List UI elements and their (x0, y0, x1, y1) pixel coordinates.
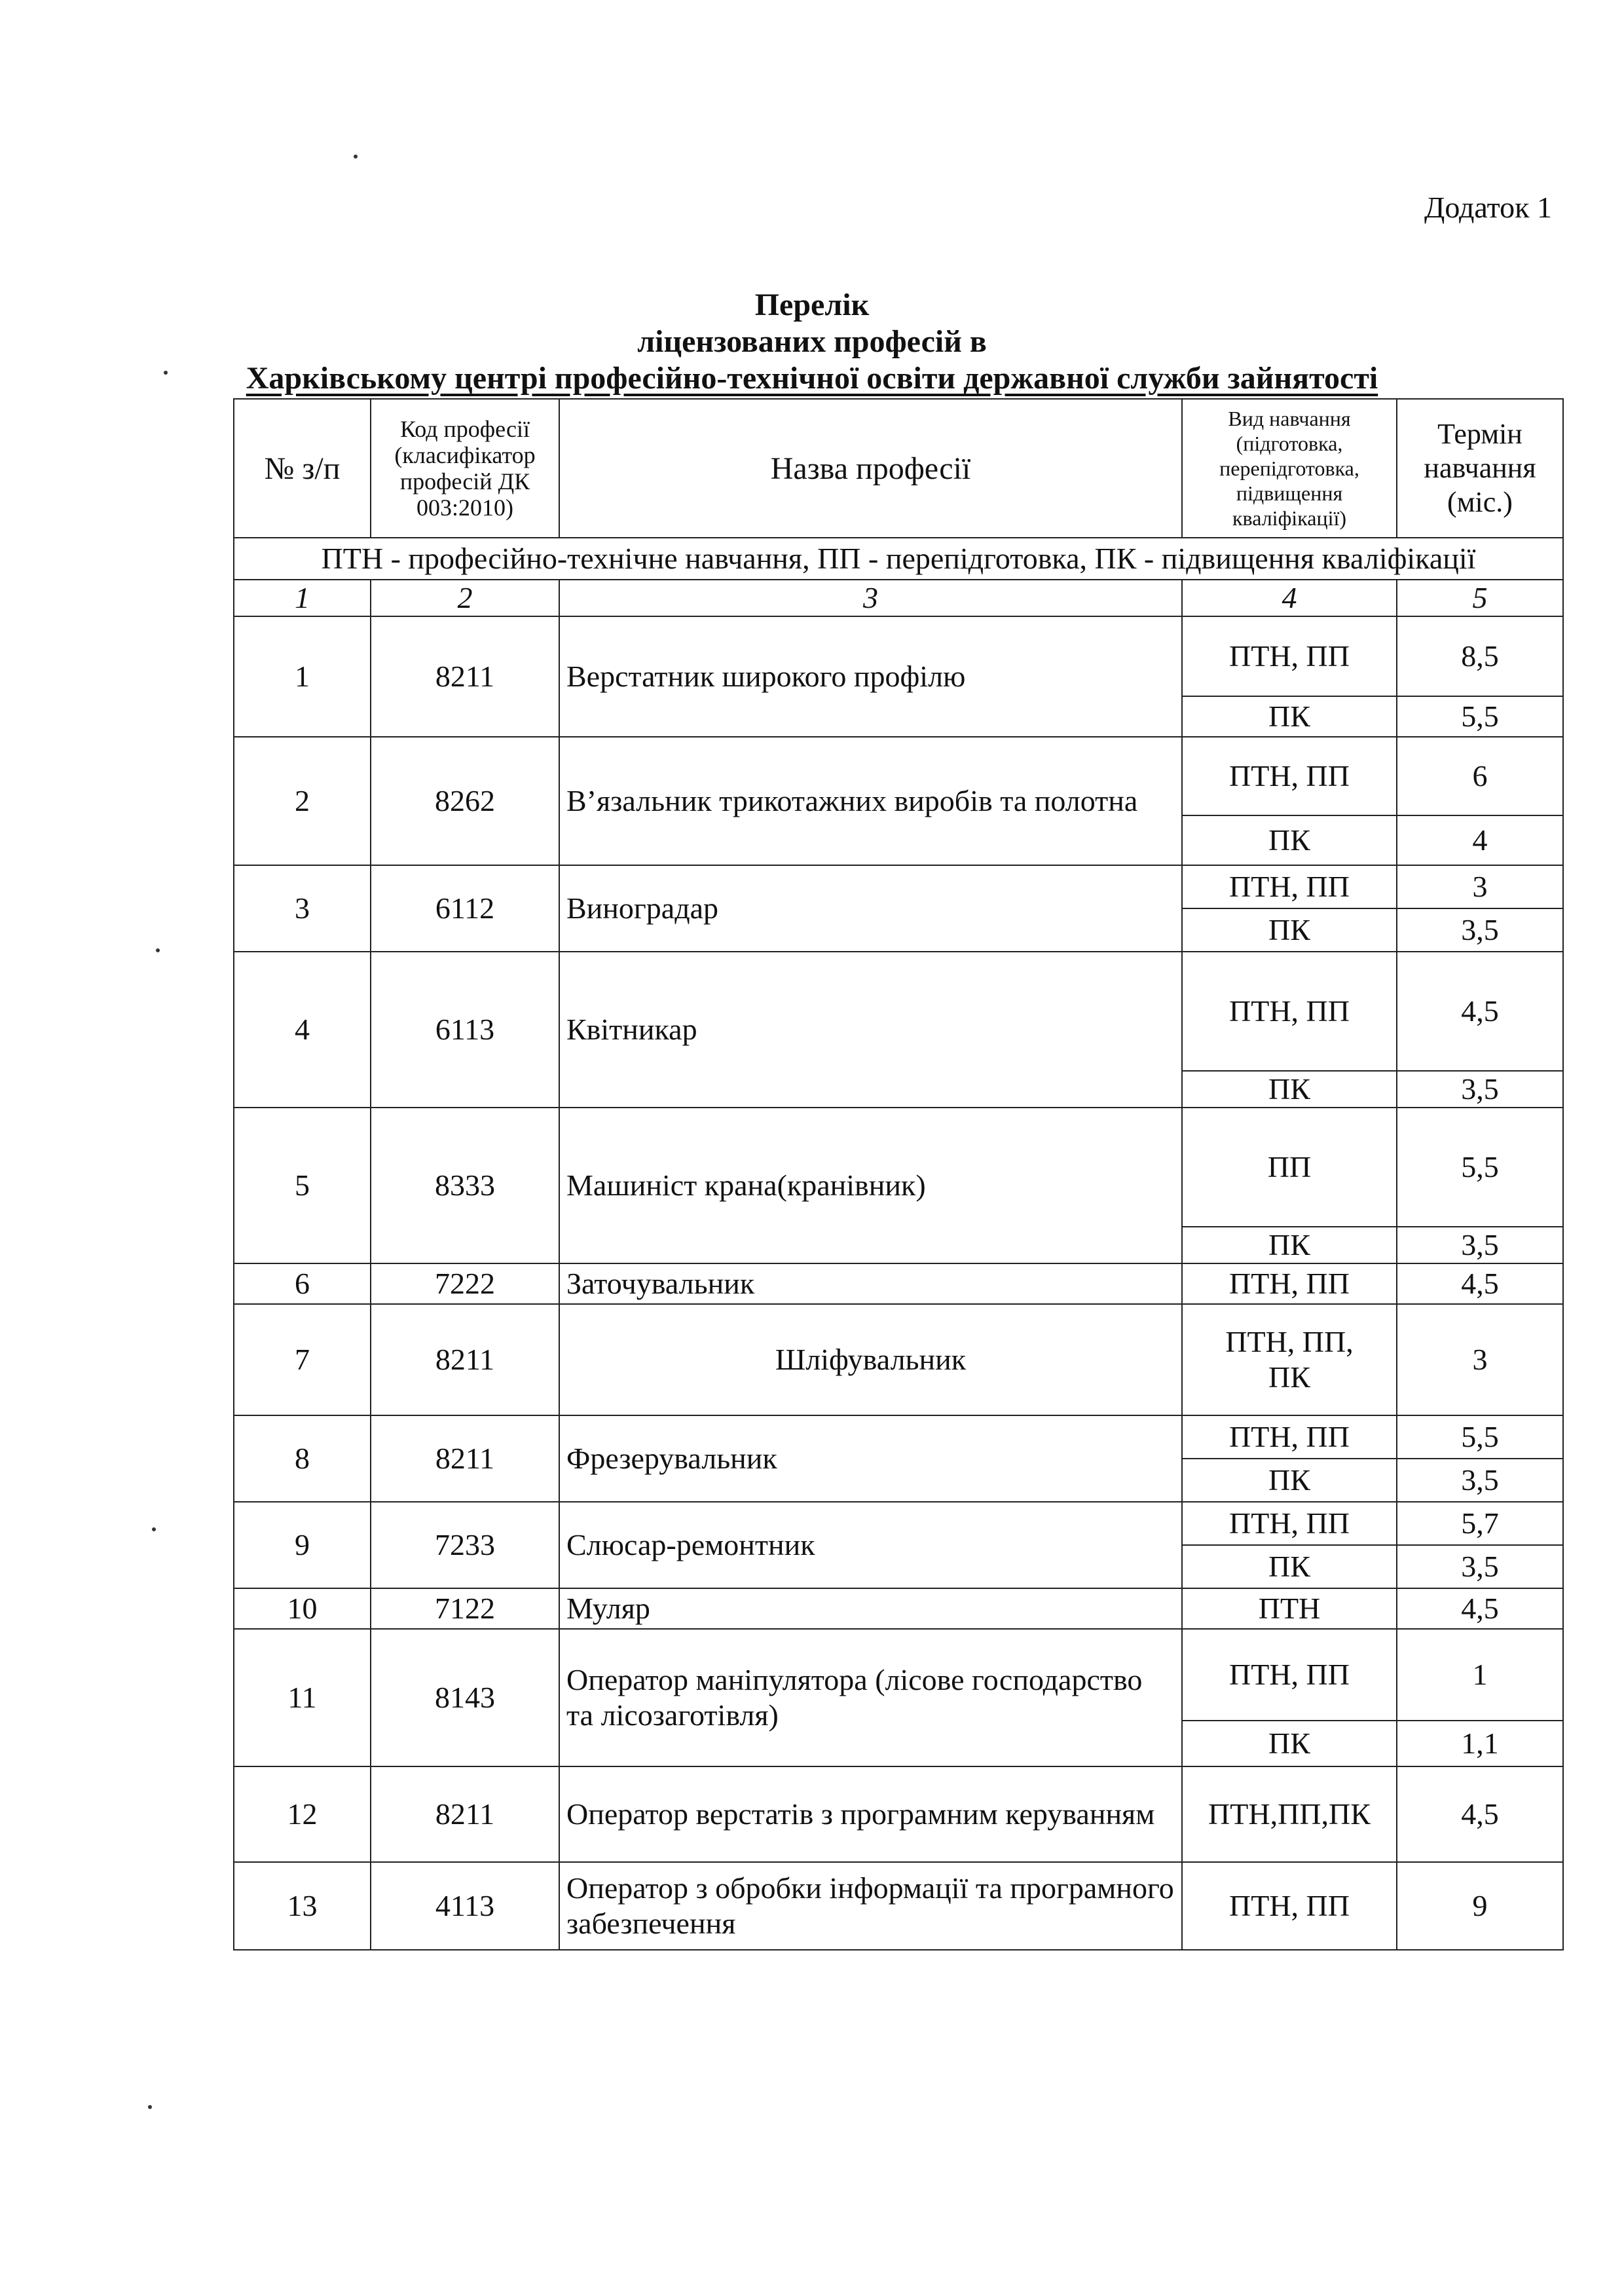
profession-code: 8211 (371, 1766, 559, 1862)
training-term: 5,7 (1397, 1502, 1563, 1545)
table-row (234, 1502, 1563, 1545)
profession-code: 8211 (371, 616, 559, 737)
training-term: 3,5 (1397, 1545, 1563, 1588)
table-row (234, 1766, 1563, 1862)
scan-speck (156, 948, 160, 952)
table-row (234, 616, 1563, 696)
table-row (234, 1862, 1563, 1950)
header-row (234, 399, 1563, 538)
training-term: 6 (1397, 737, 1563, 815)
training-type: ПТН (1182, 1588, 1397, 1629)
scan-speck (152, 1527, 156, 1531)
training-type: ПТН, ПП (1182, 1263, 1397, 1304)
profession-name: Муляр (559, 1588, 1182, 1629)
profession-code: 8143 (371, 1629, 559, 1766)
table-row (234, 1629, 1563, 1721)
training-type: ПК (1182, 1227, 1397, 1263)
training-type: ПТН, ПП (1182, 1629, 1397, 1721)
profession-name: Фрезерувальник (559, 1415, 1182, 1502)
column-index-row (234, 580, 1563, 616)
scan-speck (164, 371, 168, 375)
profession-code: 7233 (371, 1502, 559, 1588)
training-term: 5,5 (1397, 1415, 1563, 1459)
legend-row (234, 538, 1563, 580)
scan-speck (148, 2105, 152, 2109)
training-type: ПК (1182, 908, 1397, 952)
profession-number: 9 (234, 1502, 371, 1588)
table-row (234, 737, 1563, 815)
profession-code: 8211 (371, 1415, 559, 1502)
abbreviation-legend: ПТН - професійно-технічне навчання, ПП - перепідготовка, ПК - підвищення кваліфікації (234, 538, 1563, 580)
professions-table (233, 398, 1564, 1950)
training-term: 5,5 (1397, 1108, 1563, 1227)
profession-name: Оператор маніпулятора (лісове господарство та лісозаготівля) (559, 1629, 1182, 1766)
appendix-label: Додаток 1 (1424, 191, 1552, 224)
training-type: ПТН, ПП (1182, 865, 1397, 908)
training-type: ПТН, ПП (1182, 1502, 1397, 1545)
profession-number: 12 (234, 1766, 371, 1862)
training-term: 5,5 (1397, 696, 1563, 737)
col-index-2: 2 (371, 580, 559, 616)
profession-number: 2 (234, 737, 371, 865)
scan-speck (354, 155, 358, 159)
training-term: 1 (1397, 1629, 1563, 1721)
document-heading (0, 287, 1624, 397)
profession-name: Виноградар (559, 865, 1182, 952)
profession-number: 3 (234, 865, 371, 952)
table-row (234, 1263, 1563, 1304)
header-code: Код професії (класифікатор професій ДК 003:2010) (371, 399, 559, 538)
col-index-1: 1 (234, 580, 371, 616)
training-term: 4,5 (1397, 952, 1563, 1071)
training-term: 4 (1397, 815, 1563, 865)
profession-name: Слюсар-ремонтник (559, 1502, 1182, 1588)
profession-number: 5 (234, 1108, 371, 1263)
training-type: ПК (1182, 1071, 1397, 1108)
training-type: ПТН, ПП (1182, 1415, 1397, 1459)
col-index-3: 3 (559, 580, 1182, 616)
training-term: 3,5 (1397, 908, 1563, 952)
table-row (234, 1304, 1563, 1415)
training-type: ПК (1182, 696, 1397, 737)
training-type: ПК (1182, 1459, 1397, 1502)
profession-number: 7 (234, 1304, 371, 1415)
training-type: ПТН, ПП (1182, 1862, 1397, 1950)
profession-name: Верстатник широкого профілю (559, 616, 1182, 737)
profession-number: 13 (234, 1862, 371, 1950)
table-row (234, 1415, 1563, 1459)
training-type: ПК (1182, 1545, 1397, 1588)
training-type: ПТН, ПП, ПК (1182, 1304, 1397, 1415)
profession-code: 4113 (371, 1862, 559, 1950)
training-term: 3,5 (1397, 1459, 1563, 1502)
profession-name: Квітникар (559, 952, 1182, 1108)
training-term: 3,5 (1397, 1227, 1563, 1263)
table-row (234, 952, 1563, 1071)
training-type: ПТН, ПП (1182, 952, 1397, 1071)
table-row (234, 865, 1563, 908)
profession-name: Машиніст крана(кранівник) (559, 1108, 1182, 1263)
table-row (234, 1108, 1563, 1227)
table-row (234, 1588, 1563, 1629)
profession-name: Заточувальник (559, 1263, 1182, 1304)
training-type: ПК (1182, 1721, 1397, 1766)
header-term: Термін навчання (міс.) (1397, 399, 1563, 538)
training-term: 8,5 (1397, 616, 1563, 696)
header-num: № з/п (234, 399, 371, 538)
profession-name: Оператор з обробки інформації та програмного забезпечення (559, 1862, 1182, 1950)
training-type: ПТН, ПП (1182, 737, 1397, 815)
profession-code: 7122 (371, 1588, 559, 1629)
profession-code: 6113 (371, 952, 559, 1108)
col-index-4: 4 (1182, 580, 1397, 616)
training-term: 9 (1397, 1862, 1563, 1950)
training-term: 3,5 (1397, 1071, 1563, 1108)
profession-number: 8 (234, 1415, 371, 1502)
training-term: 4,5 (1397, 1766, 1563, 1862)
heading-line-3: Харківському центрі професійно-технічної освіти державної служби зайнятості (246, 361, 1378, 396)
profession-code: 6112 (371, 865, 559, 952)
heading-line-1: Перелік (754, 288, 870, 322)
profession-number: 6 (234, 1263, 371, 1304)
training-term: 1,1 (1397, 1721, 1563, 1766)
training-term: 3 (1397, 1304, 1563, 1415)
profession-code: 8262 (371, 737, 559, 865)
profession-name: В’язальник трикотажних виробів та полотна (559, 737, 1182, 865)
profession-number: 10 (234, 1588, 371, 1629)
training-type: ПТН, ПП (1182, 616, 1397, 696)
profession-name: Шліфувальник (559, 1304, 1182, 1415)
profession-number: 4 (234, 952, 371, 1108)
training-term: 4,5 (1397, 1588, 1563, 1629)
training-term: 4,5 (1397, 1263, 1563, 1304)
profession-code: 8333 (371, 1108, 559, 1263)
profession-code: 8211 (371, 1304, 559, 1415)
header-name: Назва професії (559, 399, 1182, 538)
training-type: ПК (1182, 815, 1397, 865)
profession-code: 7222 (371, 1263, 559, 1304)
training-term: 3 (1397, 865, 1563, 908)
heading-line-2: ліцензованих професій в (637, 324, 987, 359)
profession-number: 11 (234, 1629, 371, 1766)
training-type: ПП (1182, 1108, 1397, 1227)
profession-name: Оператор верстатів з програмним керуванням (559, 1766, 1182, 1862)
training-type: ПТН,ПП,ПК (1182, 1766, 1397, 1862)
col-index-5: 5 (1397, 580, 1563, 616)
header-type: Вид навчання (підготовка, перепідготовка, підвищення кваліфікації) (1182, 399, 1397, 538)
profession-number: 1 (234, 616, 371, 737)
